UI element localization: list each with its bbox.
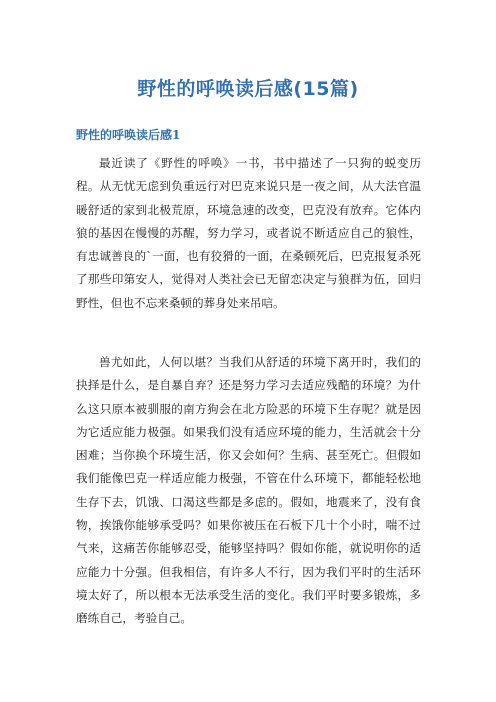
- paragraph-1: 最近读了《野性的呼唤》一书，书中描述了一只狗的蜕变历程。从无忧无虑到负重远行对巴克来说只是一夜之间，从大法官温暖舒适的家到北极荒原，环境急速的改变，巴克没有放弃。它体内狼的基因在慢慢的苏醒，努力学习，或者说不断适应自己的狼性，有忠诚善良的`一面，也有狡猾的一面，在桑顿死后，巴克报复杀死了那些印第安人，觉得对人类社会已无留恋决定与狼群为伍，回归野性，但也不忘来桑顿的葬身处来吊唁。: [76, 156, 421, 310]
- document-title: 野性的呼唤读后感(15篇): [137, 78, 359, 100]
- paragraph-2: 兽尤如此，人何以堪？当我们从舒适的环境下离开时，我们的抉择是什么，是自暴自弃？还是努力学习去适应残酷的环境？为什么这只原本被驯服的南方狗会在北方险恶的环境下生存呢？就是因为它适应能力极强。如果我们没有适应环境的能力，生活就会十分困难；当你换个环境生活，你又会如何？生病、甚至死亡。但假如我们能像巴克一样适应能力极强，不管在什么环境下，都能轻松地生存下去，饥饿、口渴这些都是多虑的。假如，地震来了，没有食物，挨饿你能够承受吗？如果你被压在石板下几十个小时，喘不过气来，这痛苦你能够忍受，能够坚持吗？假如你能，就说明你的适应能力十分强。但我相信，有许多人不行，因为我们平时的生活环境太好了，所以根本无法承受生活的变化。我们平时要多锻炼，多磨练自己，考验自己。: [76, 355, 421, 626]
- section-heading: 野性的呼唤读后感1: [76, 128, 181, 142]
